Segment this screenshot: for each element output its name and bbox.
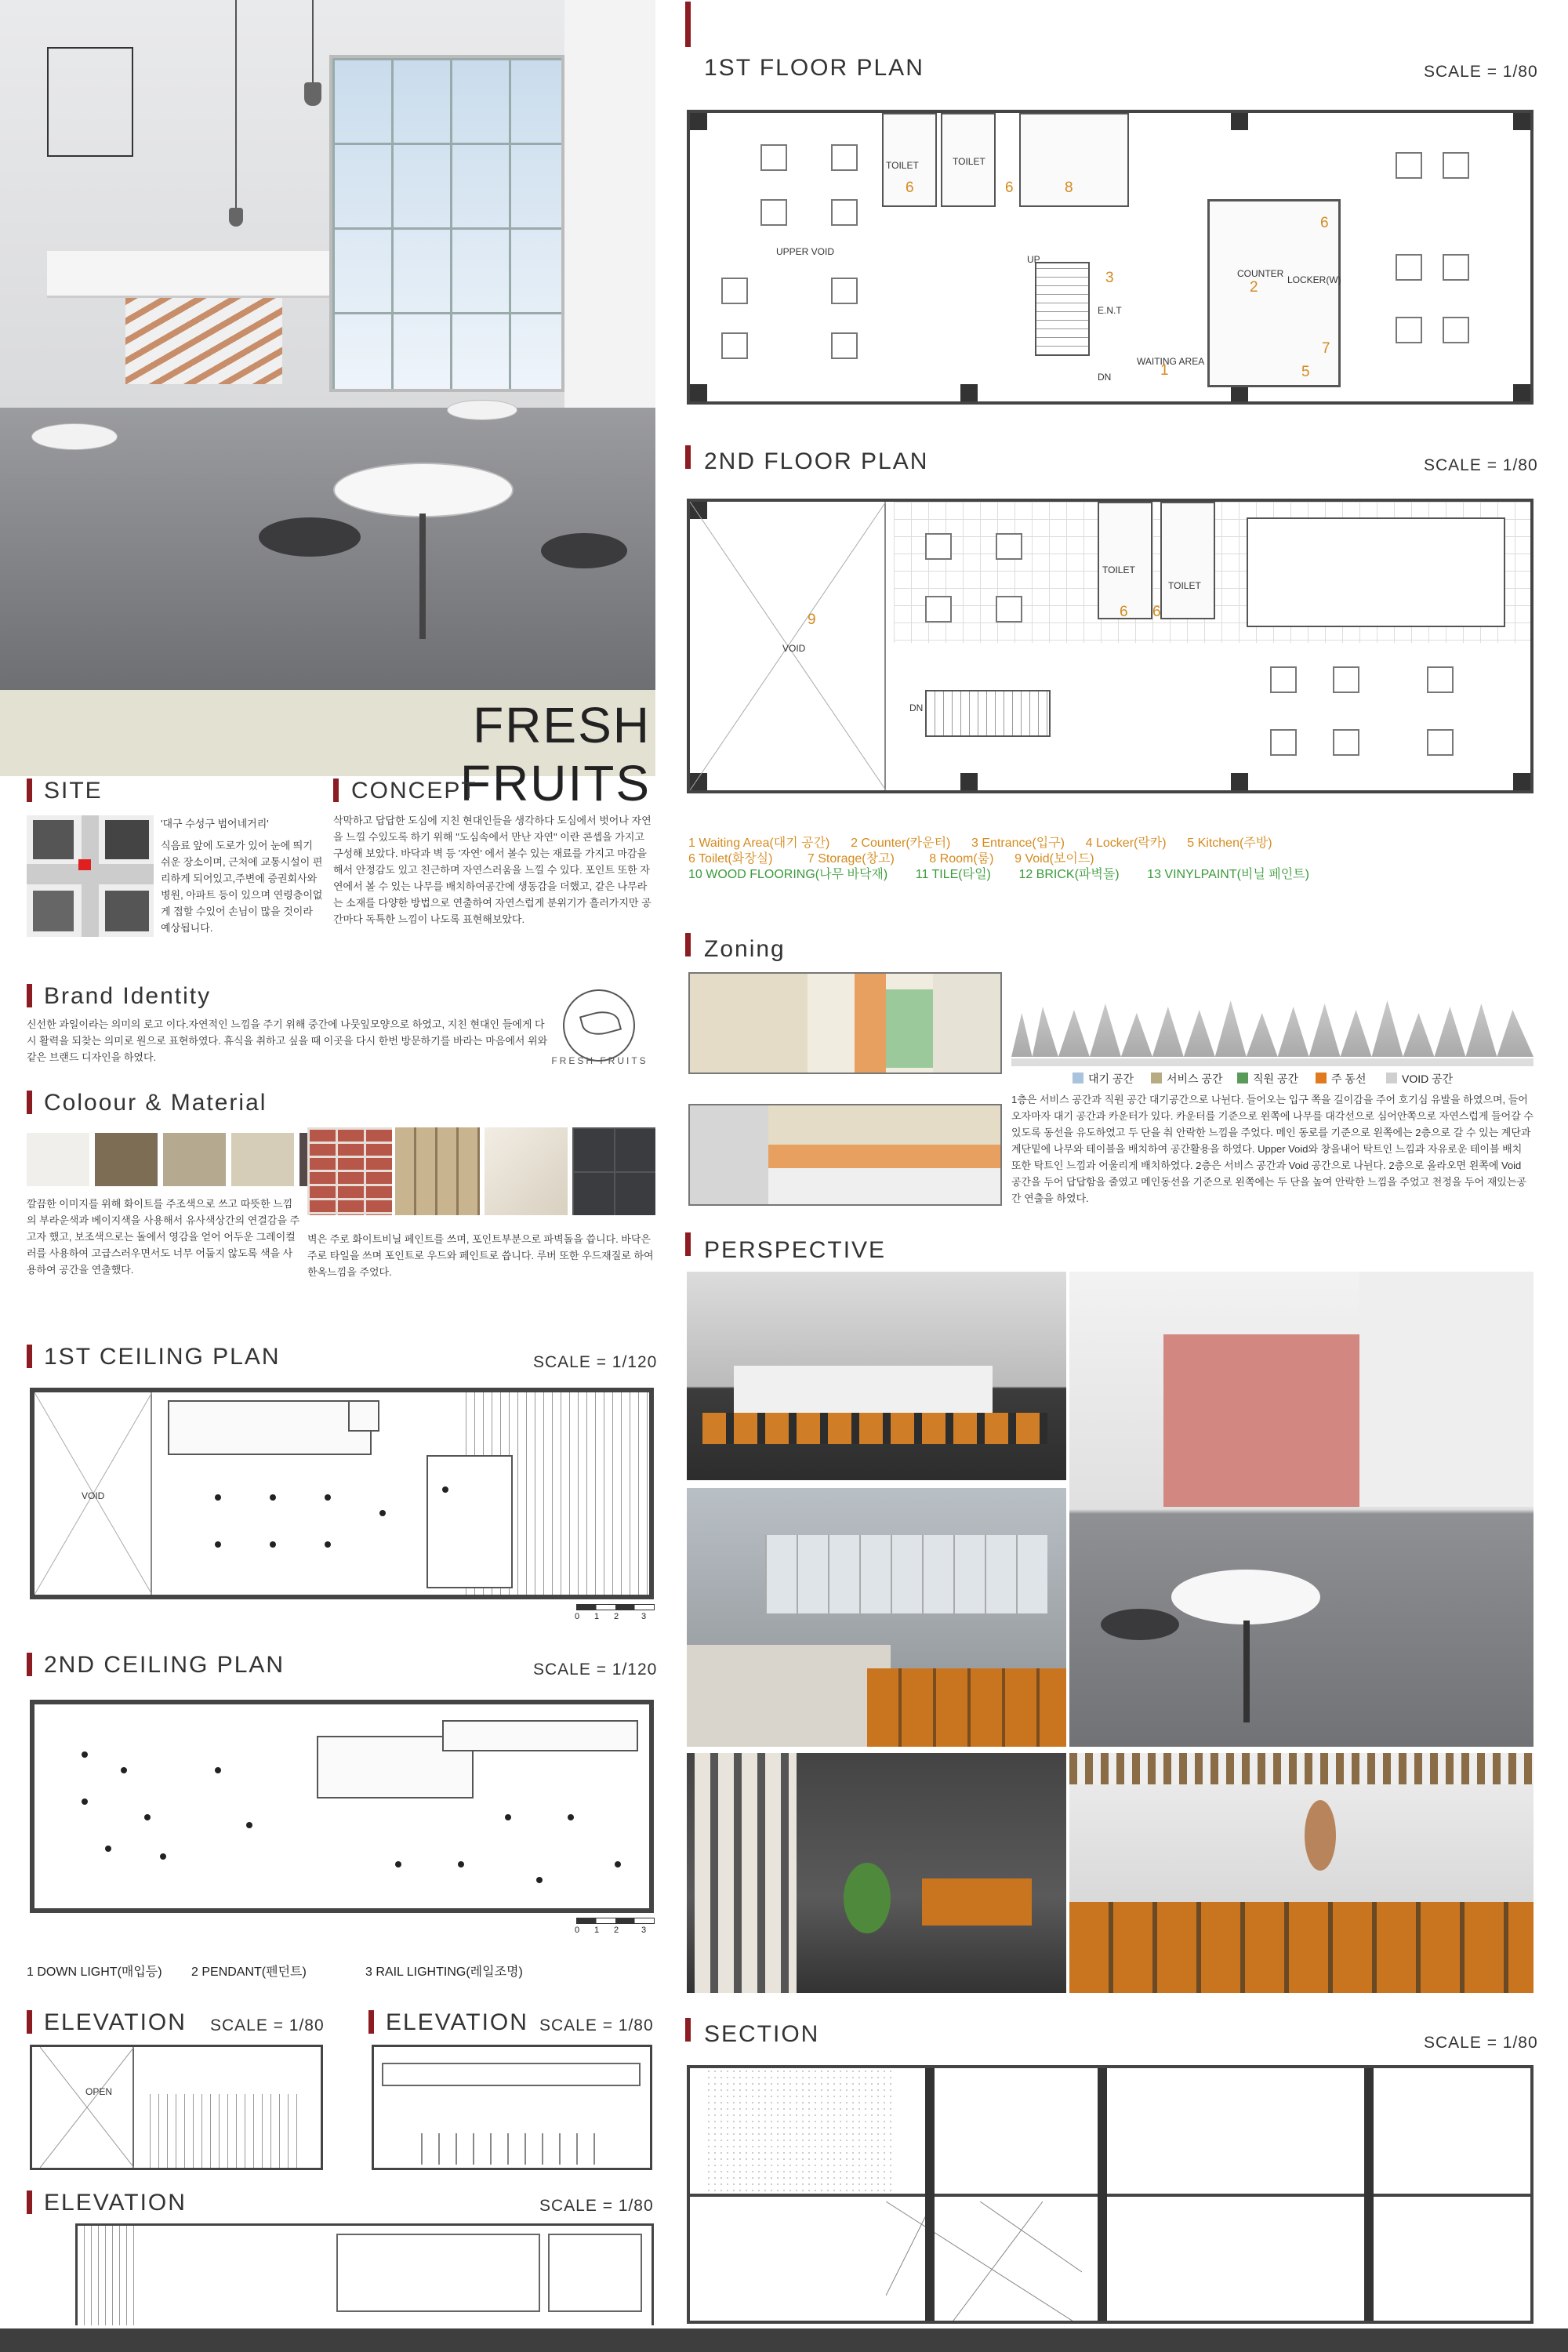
scalebar-label: 0 (575, 1926, 580, 1935)
ceiling2-heading: 2ND CEILING PLAN (44, 1652, 285, 1678)
perspective-heading: PERSPECTIVE (704, 1237, 887, 1263)
ceiling2-scalebar (576, 1918, 655, 1924)
zoning-map-floor2 (688, 1104, 1002, 1206)
scalebar-label: 3 (641, 1612, 647, 1621)
perspective-render-4 (1069, 1272, 1534, 1747)
room-number: 9 (808, 612, 816, 628)
material-wood (395, 1127, 480, 1215)
scalebar-label: 2 (614, 1926, 619, 1935)
chair (259, 517, 361, 557)
room-number: 8 (1065, 180, 1073, 196)
elevation1-heading: ELEVATION (44, 2009, 187, 2035)
brand-text: 신선한 과일이라는 의미의 로고 이다.자연적인 느낌을 주기 위해 중간에 나뭇잎모양으로 하였고, 지친 현대인 들에게 다시 활력을 되찾는 의미로 원으로 표현하였다. 휴식을 취하고 싶을 때 이곳을 다시 한번 방문하기를 바라는 마음에서 위와 같은 브랜드 디자인을 하였다. (27, 1018, 548, 1063)
scalebar-label: 0 (575, 1612, 580, 1621)
zoning-baseline (1011, 1058, 1534, 1066)
ceiling1-scale: SCALE = 1/120 (533, 1353, 658, 1371)
legend-item: 11 TILE(타일) (915, 868, 991, 881)
elevation2-heading: ELEVATION (386, 2009, 528, 2035)
legend-item: 4 Locker(락카) (1085, 837, 1167, 850)
ceiling1-scalebar (576, 1604, 655, 1610)
room-legend-row3 (688, 864, 1309, 882)
zone-label: 주 동선 (1331, 1073, 1367, 1085)
pendant-lamp (312, 0, 314, 86)
legend-item: 12 BRICK(파벽돌) (1018, 868, 1120, 881)
elevation3-scale: SCALE = 1/80 (539, 2197, 654, 2215)
floor1-upper-void-label: UPPER VOID (776, 246, 835, 257)
floor1-ent-label: E.N.T (1098, 305, 1122, 316)
legend-item: 7 Storage(창고) (807, 852, 895, 866)
ceiling1-plan (30, 1388, 654, 1599)
room-number: 6 (1320, 215, 1329, 231)
pendant-lamp (304, 82, 321, 106)
scalebar-label: 2 (614, 1612, 619, 1621)
ceiling1-void-label: VOID (82, 1490, 105, 1501)
floor2-plan (687, 499, 1534, 793)
zoning-heading: Zoning (704, 936, 786, 962)
floor1-scale: SCALE = 1/80 (1424, 63, 1538, 81)
brand-logo-text: FRESH FRUITS (551, 1055, 648, 1066)
floor1-up-label: UP (1027, 254, 1040, 265)
floor2-heading: 2ND FLOOR PLAN (704, 448, 929, 474)
color-swatch-sand (231, 1133, 294, 1186)
floor1-locker-label: LOCKER(W) (1287, 274, 1341, 285)
zone-label: 서비스 공간 (1167, 1073, 1223, 1085)
leaf-icon (579, 1007, 622, 1039)
section-wall-pattern (706, 2068, 894, 2194)
material-vinylpaint (485, 1127, 568, 1215)
brick-wall (1163, 1334, 1359, 1507)
elevation2-scale: SCALE = 1/80 (539, 2016, 654, 2034)
zoning-text: 1층은 서비스 공간과 직원 공간 대기공간으로 나뉜다. 들어오는 입구 쪽을 길이감을 주어 호기심 유발을 하였으며, 들어오자마자 대기 공간과 카운터가 있다. 카운터를 기준으로 왼쪽에 나무를 대각선으로 심어안쪽으로 자연스럽게 들어갈 수 있도록 동선을 유도하였고 두 단을 춰 안락한 느낌을 주었다. 메인 동로를 기준으로 왼쪽에는 2층으로 갈 수 있는 계단과 계단밑에 나무와 테이블을 배치하여 공간활용을 하였다. Upper Void와 창을내어 탁트인 느낌과 자유로운 테이블 배치 또한 탁트인 느낌과 어울리게 배치하였다. 2층은 서비스 공간과 Void 공간으로 나뉜다. 2층으로 올라오면 왼쪽에 Void 공간을 두어 답답함을 줄였고 메인동선을 기준으로 왼쪽에는 두 단을 높여 안락한 느낌을 주었고 천정을 두어 재있는공간 연출을 하였다. (1011, 1094, 1534, 1204)
material-heading: Coloour & Material (44, 1090, 267, 1116)
material-text-left: 깔끔한 이미지를 위해 화이트를 주조색으로 쓰고 따뜻한 느낌의 부라운색과 베이지색을 사용해서 유사색상간의 연결감을 주고자 했고, 보조색으로는 돌에서 영감을 얻어 어두운 그레이컬러를 사용하여 고급스러우면서도 너무 어둡지 않도록 색을 사용하여 공간을 연출했다. (27, 1198, 300, 1276)
room-number: 1 (1160, 362, 1169, 379)
room-number: 2 (1250, 279, 1258, 296)
room-number: 6 (1005, 180, 1014, 196)
floor2-toilet-a-label: TOILET (1102, 564, 1135, 575)
legend-item: 13 VINYLPAINT(비닐 페인트) (1147, 868, 1309, 881)
zoning-map-floor1 (688, 972, 1002, 1074)
elevation2-drawing (372, 2045, 652, 2170)
mezzanine (47, 251, 329, 298)
scalebar-label: 1 (594, 1926, 600, 1935)
legend-item: 3 Entrance(입구) (971, 837, 1065, 850)
zone-swatch (1316, 1073, 1327, 1083)
site-location: '대구 수성구 범어네거리' (161, 818, 269, 829)
zone-swatch (1386, 1073, 1397, 1083)
material-brick (307, 1127, 392, 1215)
perspective-render-3 (687, 1753, 1066, 1993)
site-map (27, 815, 154, 937)
brand-heading: Brand Identity (44, 983, 212, 1009)
lighting-legend-3: 3 RAIL LIGHTING(레일조명) (365, 1965, 523, 1979)
legend-item: 6 Toilet(화장실) (688, 852, 773, 866)
page-title: FRESH FRUITS (459, 697, 651, 811)
perspective-render-5 (1069, 1753, 1534, 1993)
floor1-waiting-label: WAITING AREA (1137, 356, 1205, 367)
window-wall (329, 55, 564, 392)
section-heading: SECTION (704, 2021, 820, 2047)
ceiling2-plan (30, 1700, 654, 1913)
room-number: 6 (1120, 604, 1128, 620)
table-top (447, 400, 517, 420)
perspective-render-1 (687, 1272, 1066, 1480)
perspective-render-2 (687, 1488, 1066, 1747)
zone-swatch (1073, 1073, 1083, 1083)
floor1-counter-label: COUNTER (1237, 268, 1284, 279)
brand-logo (563, 989, 635, 1062)
room-number: 7 (1322, 340, 1330, 357)
floor2-dn-label: DN (909, 702, 924, 713)
table-top (31, 423, 118, 450)
table-top (333, 463, 514, 517)
floor2-scale: SCALE = 1/80 (1424, 456, 1538, 474)
color-swatch-brown (95, 1133, 158, 1186)
zone-swatch (1151, 1073, 1162, 1083)
bottom-band (0, 2328, 1568, 2352)
elevation1-scale: SCALE = 1/80 (210, 2016, 325, 2034)
chair (541, 533, 627, 568)
floor1-toilet-a-label: TOILET (886, 160, 919, 171)
legend-item: 1 Waiting Area(대기 공간) (688, 837, 830, 850)
elevation1-drawing (30, 2045, 323, 2170)
room-number: 5 (1301, 364, 1310, 380)
elevation-open-label: OPEN (85, 2086, 113, 2097)
site-text: 식음료 앞에 도로가 있어 눈에 띄기 쉬운 장소이며, 근처에 교통시설이 편리하게 되어있고,주변에 증권회사와 병원, 아파트 등이 있으며 연령층이없게 접할 수있어 손님이 많을 것이라 예상됩니다. (161, 840, 323, 934)
zone-label: 직원 공간 (1253, 1073, 1298, 1085)
scalebar-label: 1 (594, 1612, 600, 1621)
lighting-legend-2: 2 PENDANT(펜던트) (191, 1965, 307, 1979)
color-swatch-white (27, 1133, 89, 1186)
concept-heading: CONCEPT (351, 778, 477, 804)
legend-item: 10 WOOD FLOORING(나무 바닥재) (688, 868, 888, 881)
ceiling2-scale: SCALE = 1/120 (533, 1661, 658, 1679)
color-swatch-beige (163, 1133, 226, 1186)
floor1-heading: 1ST FLOOR PLAN (704, 55, 924, 81)
section-drawing (687, 2065, 1534, 2324)
legend-item: 5 Kitchen(주방) (1187, 837, 1272, 850)
concept-text: 삭막하고 답답한 도심에 지친 현대인들을 생각하다 도심에서 벗어나 자연을 느낄 수있도록 하기 위해 "도심속에서 만난 자연" 이란 콘셉을 가지고 구성해 보았다. 바닥과 벽 등 '자연' 에서 볼수 있는 재료를 가지고 마감을 해서 안정감도 있고 친근하며 자연스러움을 느낄 수 있다. 포인트 또한 자연에서 볼 수 있는 나무를 배치하여공간에 생동감을 더했고, 같은 나무라는 소재를 다양한 방법으로 연출하여 자연스럽게 분위기가 흘러가지만 공간마다 독특한 느낌이 나도록 표현해보았다. (333, 815, 652, 925)
room-number: 3 (1105, 270, 1114, 286)
hero-rendering (0, 0, 655, 690)
zone-label: VOID 공간 (1402, 1073, 1454, 1085)
legend-item: 8 Room(룸) (929, 852, 994, 866)
elevation3-heading: ELEVATION (44, 2190, 187, 2216)
room-number: 6 (1152, 604, 1161, 620)
plant-frame (47, 47, 133, 157)
legend-item: 2 Counter(카운터) (851, 837, 951, 850)
floor2-toilet-b-label: TOILET (1168, 580, 1201, 591)
zone-swatch (1237, 1073, 1248, 1083)
elevation3-drawing (75, 2223, 654, 2325)
table-base (419, 514, 426, 639)
people-silhouettes (1011, 994, 1534, 1057)
legend-item: 9 Void(보이드) (1014, 852, 1094, 866)
room-number: 6 (906, 180, 914, 196)
zone-label: 대기 공간 (1088, 1073, 1134, 1085)
pendant-lamp (235, 0, 237, 212)
section-scale: SCALE = 1/80 (1424, 2034, 1538, 2052)
ceiling1-heading: 1ST CEILING PLAN (44, 1344, 281, 1370)
material-text-right: 벽은 주로 화이트비닐 페인트를 쓰며, 포인트부분으로 파벽돌을 씁니다. 바닥은 주로 타일을 쓰며 포인트로 우드와 페인트로 씁니다. 루버 또한 우드재질로 하여 한옥느낌을 주었다. (307, 1233, 654, 1278)
stair (125, 298, 282, 384)
floor1-plan (687, 110, 1534, 405)
pendant-lamp (229, 208, 243, 227)
floor1-dn-label: DN (1098, 372, 1112, 383)
material-tile (572, 1127, 655, 1215)
site-marker (78, 859, 91, 870)
scalebar-label: 3 (641, 1926, 647, 1935)
floor2-void-label: VOID (782, 643, 806, 654)
floor1-toilet-b-label: TOILET (953, 156, 985, 167)
site-heading: SITE (44, 778, 103, 804)
lighting-legend-1: 1 DOWN LIGHT(매입등) (27, 1965, 162, 1979)
